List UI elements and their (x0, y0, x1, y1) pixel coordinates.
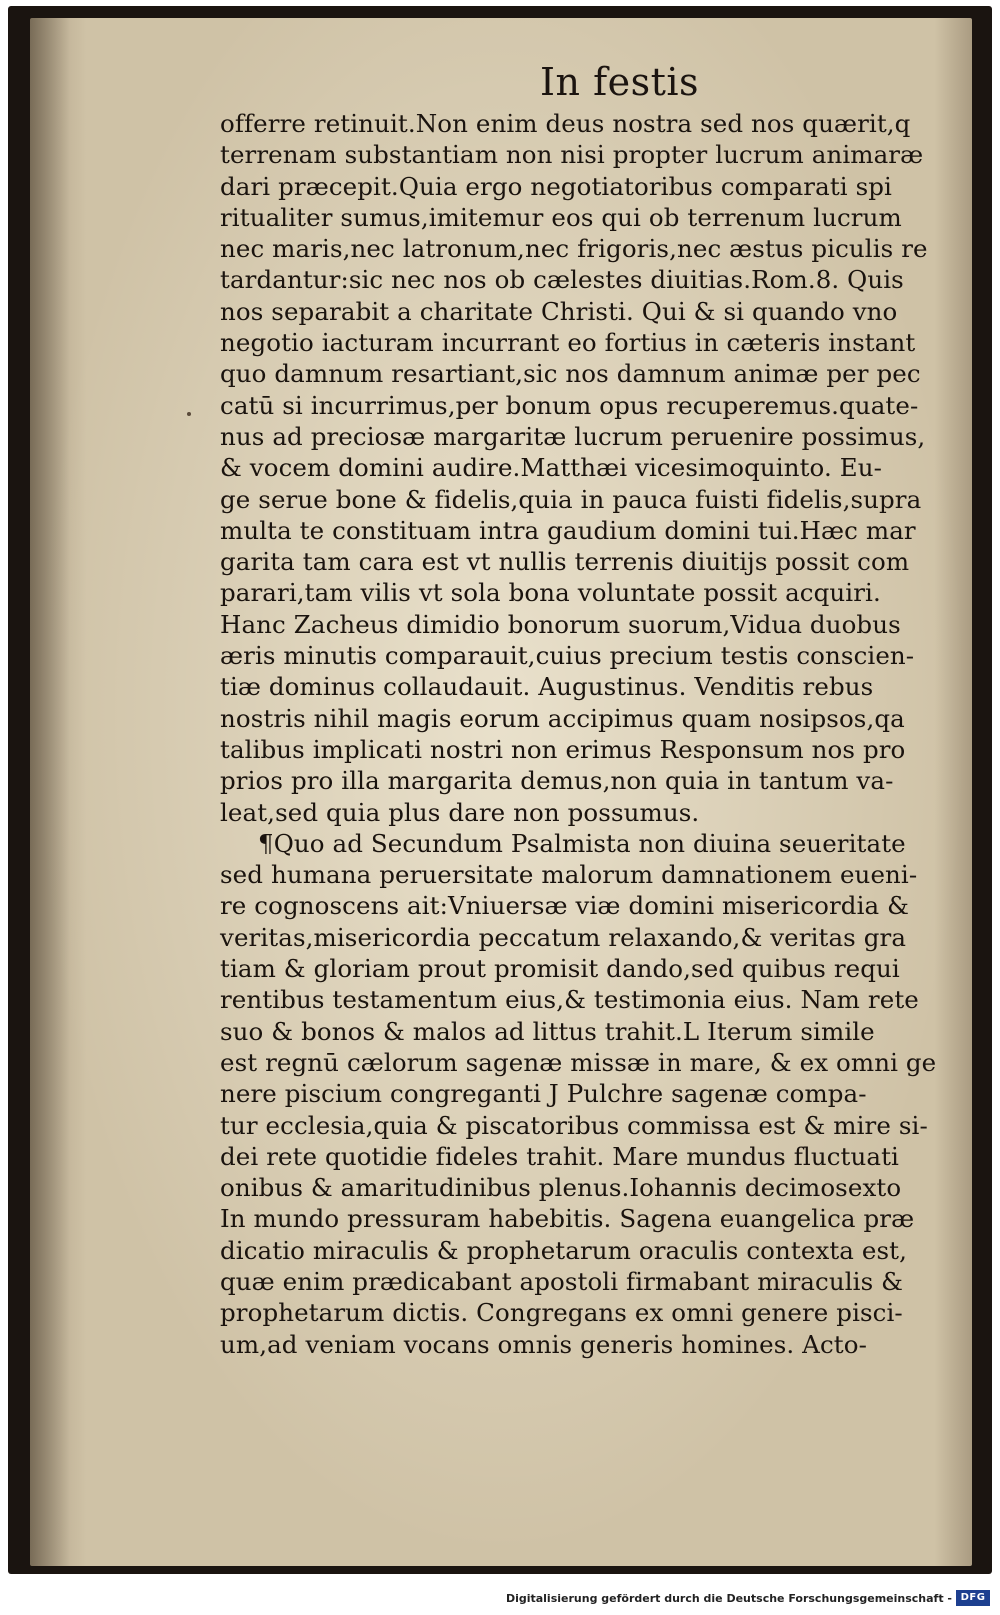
text-line: sed humana peruersitate malorum damnationem eueni- (220, 860, 918, 890)
text-line: leat,sed quia plus dare non possumus. (220, 797, 700, 827)
text-line: rentibus testamentum eius,& testimonia eius. Nam rete (220, 985, 919, 1015)
text-block (220, 108, 940, 1360)
text-line: nere piscium congreganti J Pulchre sagenæ compa- (220, 1079, 867, 1109)
text-line: prophetarum dictis. Congregans ex omni genere pisci- (220, 1298, 903, 1328)
text-line: onibus & amaritudinibus plenus.Iohannis decimosexto (220, 1173, 902, 1203)
text-line: dari præcepit.Quia ergo negotiatoribus comparati spi (220, 171, 892, 201)
text-line: tiam & gloriam prout promisit dando,sed quibus requi (220, 954, 900, 984)
text-line: dicatio miraculis & prophetarum oraculis contexta est, (220, 1235, 908, 1265)
text-line: offerre retinuit.Non enim deus nostra sed nos quærit,q (220, 109, 911, 138)
text-line: tur ecclesia,quia & piscatoribus commissa est & mire si- (220, 1110, 928, 1140)
text-line: parari,tam vilis vt sola bona voluntate possit acquiri. (220, 578, 881, 608)
text-line: In mundo pressuram habebitis. Sagena euangelica præ (220, 1204, 915, 1234)
text-line: tardantur:sic nec nos ob cælestes diuitias.Rom.8. Quis (220, 265, 904, 295)
text-line: nostris nihil magis eorum accipimus quam nosipsos,qa (220, 703, 905, 733)
text-line: & vocem domini audire.Matthæi vicesimoquinto. Eu- (220, 453, 882, 483)
text-line: tiæ dominus collaudauit. Augustinus. Venditis rebus (220, 672, 874, 702)
text-line: ge serue bone & fidelis,quia in pauca fuisti fidelis,supra (220, 484, 922, 514)
text-line: æris minutis comparauit,cuius precium testis conscien- (220, 641, 915, 671)
text-line: um,ad veniam vocans omnis generis homines. Acto- (220, 1329, 867, 1359)
text-line: Hanc Zacheus dimidio bonorum suorum,Vidua duobus (220, 609, 901, 639)
text-line: multa te constituam intra gaudium domini tui.Hæc mar (220, 515, 916, 545)
text-line: nus ad preciosæ margaritæ lucrum peruenire possimus, (220, 421, 926, 451)
text-line: catū si incurrimus,per bonum opus recuperemus.quate- (220, 390, 919, 420)
footer-credit: Digitalisierung gefördert durch die Deutsche Forschungsgemeinschaft - (505, 1592, 952, 1605)
text-line: re cognoscens ait:Vniuersæ viæ domini misericordia & (220, 891, 910, 921)
text-line: suo & bonos & malos ad littus trahit.L Iterum simile (220, 1016, 875, 1046)
text-line: nos separabit a charitate Christi. Qui & si quando vno (220, 296, 898, 326)
text-line: garita tam cara est vt nullis terrenis diuitijs possit com (220, 547, 910, 577)
paragraph-start-line: ¶Quo ad Secundum Psalmista non diuina seueritate (258, 828, 906, 858)
text-line: prios pro illa margarita demus,non quia in tantum va- (220, 766, 894, 796)
text-line: negotio iacturam incurrant eo fortius in cæteris instant (220, 328, 916, 358)
text-line: nec maris,nec latronum,nec frigoris,nec æstus piculis re (220, 234, 928, 264)
dfg-logo-icon: DFG (956, 1590, 990, 1606)
digitization-footer (0, 1588, 1000, 1610)
running-head: In festis (540, 60, 700, 104)
text-line: terrenam substantiam non nisi propter lucrum animaræ (220, 140, 924, 170)
text-line: ritualiter sumus,imitemur eos qui ob terrenum lucrum (220, 202, 902, 232)
ink-spot (187, 412, 191, 416)
text-line: talibus implicati nostri non erimus Responsum nos pro (220, 734, 906, 764)
text-line: quo damnum resartiant,sic nos damnum animæ per pec (220, 359, 921, 389)
text-line: dei rete quotidie fideles trahit. Mare mundus fluctuati (220, 1141, 899, 1171)
text-line: quæ enim prædicabant apostoli firmabant miraculis & (220, 1266, 904, 1296)
text-line: veritas,misericordia peccatum relaxando,& veritas gra (220, 922, 907, 952)
text-line: est regnū cælorum sagenæ missæ in mare, & ex omni ge (220, 1047, 937, 1077)
gutter-shadow (30, 18, 70, 1566)
